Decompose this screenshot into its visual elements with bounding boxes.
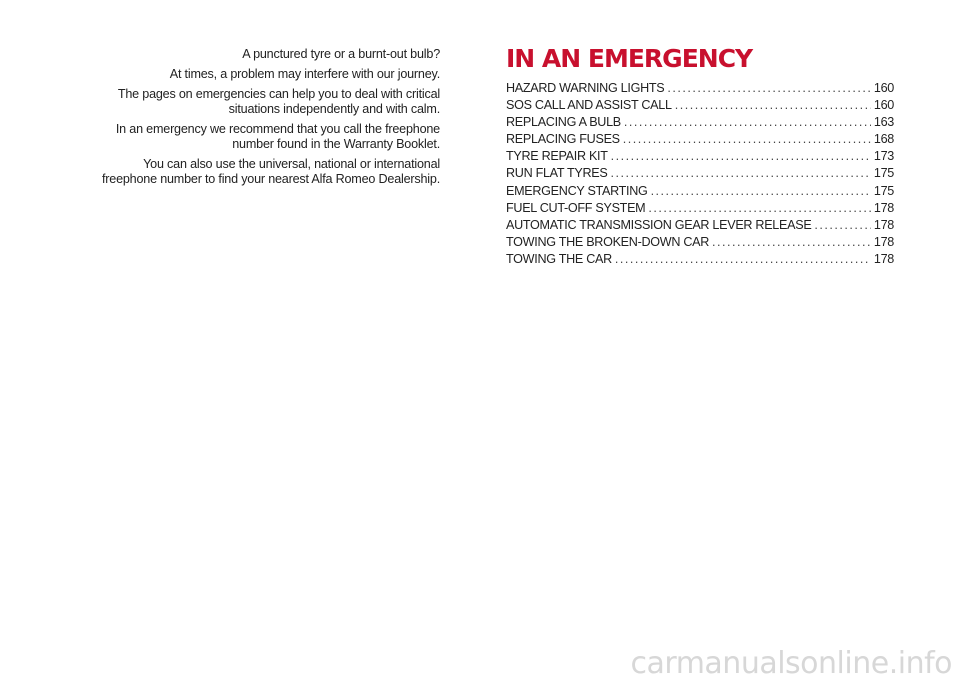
toc-dot-leader: [611, 149, 871, 163]
toc-entry-label: HAZARD WARNING LIGHTS: [506, 81, 665, 95]
toc-entry-page: 163: [873, 115, 894, 130]
watermark-text: carmanualsonline.info: [630, 646, 952, 681]
toc-entry-page: 178: [873, 217, 894, 232]
toc-dot-leader: [675, 98, 871, 112]
toc-dot-leader: [712, 235, 871, 249]
toc-entry-replacing-a-bulb[interactable]: [506, 115, 894, 132]
toc-entry-label: RUN FLAT TYRES: [506, 166, 608, 181]
toc-dot-leader: [624, 115, 871, 129]
toc-entry-label: REPLACING A BULB: [506, 115, 621, 130]
toc-entry-label: SOS CALL AND ASSIST CALL: [506, 98, 672, 113]
toc-entry-emergency-starting[interactable]: [506, 184, 894, 201]
toc-entry-towing-the-car[interactable]: [506, 252, 894, 269]
toc-entry-page: 160: [873, 81, 894, 95]
toc-entry-label: EMERGENCY STARTING: [506, 183, 648, 198]
toc-entry-page: 160: [873, 98, 894, 113]
toc-entry-replacing-fuses[interactable]: [506, 132, 894, 149]
toc-dot-leader: [610, 166, 870, 180]
toc-entry-sos-call[interactable]: [506, 98, 894, 115]
toc-entry-page: 178: [873, 200, 894, 215]
toc-entry-page: 168: [873, 132, 894, 147]
toc-dot-leader: [623, 132, 871, 146]
toc-entry-gear-lever-release[interactable]: [506, 218, 894, 235]
toc-entry-label: FUEL CUT-OFF SYSTEM: [506, 200, 646, 215]
toc-entry-page: 178: [873, 234, 894, 249]
toc-entry-hazard-warning-lights[interactable]: [506, 81, 894, 98]
toc-entry-fuel-cut-off-system[interactable]: [506, 201, 894, 218]
toc-entry-page: 175: [873, 166, 894, 181]
table-of-contents: [506, 81, 894, 269]
toc-entry-label: AUTOMATIC TRANSMISSION GEAR LEVER RELEASE: [506, 217, 812, 232]
toc-entry-page: 173: [873, 149, 894, 164]
toc-dot-leader: [667, 81, 871, 95]
toc-dot-leader: [814, 218, 870, 232]
toc-entry-towing-broken-down-car[interactable]: [506, 235, 894, 252]
toc-entry-label: REPLACING FUSES: [506, 132, 620, 147]
toc-dot-leader: [651, 184, 871, 198]
toc-entry-label: TOWING THE BROKEN-DOWN CAR: [506, 234, 710, 249]
intro-paragraph: At times, a problem may interfere with our journey.: [169, 67, 440, 81]
toc-entry-page: 178: [873, 251, 894, 266]
intro-paragraph: A punctured tyre or a burnt-out bulb?: [242, 47, 440, 61]
toc-entry-label: TOWING THE CAR: [506, 251, 612, 266]
toc-entry-run-flat-tyres[interactable]: [506, 166, 894, 183]
toc-entry-tyre-repair-kit[interactable]: [506, 149, 894, 166]
intro-paragraph: You can also use the universal, national or international freephone number to find your nearest Alfa Romeo Dealership.: [101, 157, 440, 186]
toc-dot-leader: [615, 252, 871, 266]
intro-paragraph: The pages on emergencies can help you to deal with critical situations independently and with calm.: [117, 87, 440, 116]
intro-text: [100, 47, 440, 192]
section-title: IN AN EMERGENCY: [506, 44, 753, 73]
toc-entry-page: 175: [873, 183, 894, 198]
toc-entry-label: TYRE REPAIR KIT: [506, 149, 608, 164]
intro-paragraph: In an emergency we recommend that you call the freephone number found in the Warranty Booklet.: [115, 122, 440, 151]
toc-dot-leader: [648, 201, 871, 215]
